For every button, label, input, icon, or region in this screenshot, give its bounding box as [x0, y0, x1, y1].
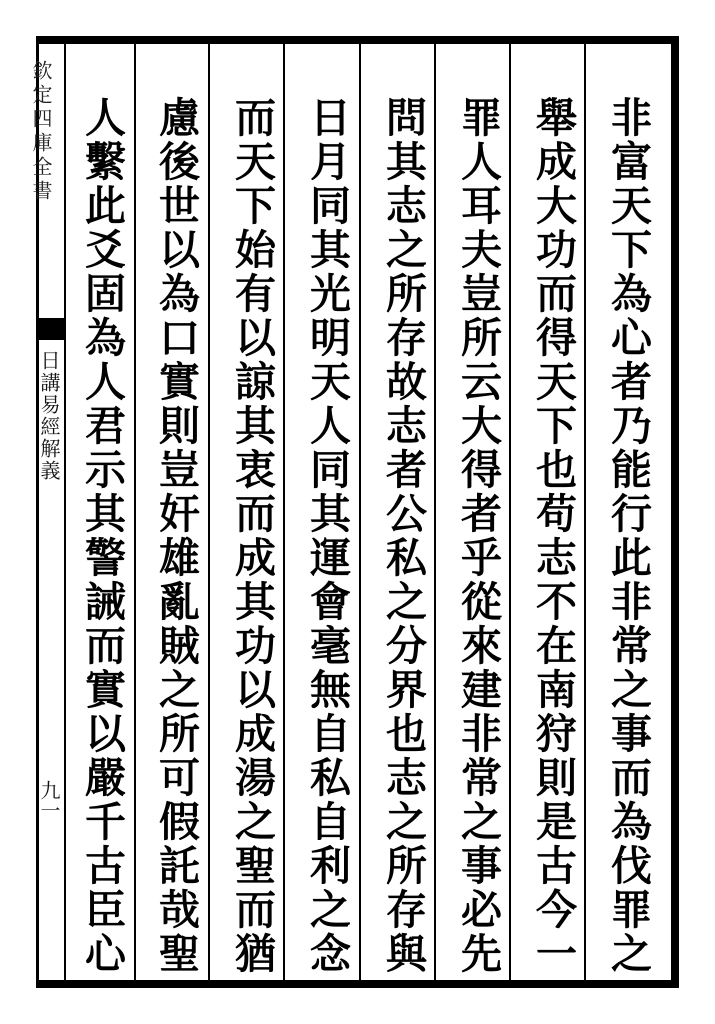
margin-page-number: 九一	[37, 780, 61, 820]
text-column-8: 人繫此爻固為人君示其警誡而實以嚴千古臣心	[78, 96, 126, 976]
text-column-5: 日月同其光明天人同其運會毫無自私自利之念	[303, 96, 351, 976]
margin-fish-tail-mark	[36, 318, 64, 340]
column-rule	[509, 44, 511, 980]
column-rule	[434, 44, 436, 980]
text-column-4: 問其志之所存故志者公私之分界也志之所存與	[379, 96, 427, 976]
margin-collection-title: 欽定四庫全書	[29, 60, 53, 204]
frame-right-border	[671, 36, 679, 988]
column-rule	[208, 44, 210, 980]
frame-bottom-border	[36, 980, 679, 988]
column-rule	[283, 44, 285, 980]
column-rule	[359, 44, 361, 980]
text-column-1: 非富天下為心者乃能行此非常之事而為伐罪之	[604, 96, 652, 976]
column-rule	[584, 44, 586, 980]
text-column-3: 罪人耳夫豈所云大得者乎從來建非常之事必先	[454, 96, 502, 976]
text-column-7: 慮後世以為口實則豈奸雄亂賊之所可假託哉聖	[152, 96, 200, 976]
frame-top-border	[36, 36, 679, 44]
margin-work-title: 日講易經解義	[37, 350, 61, 482]
column-rule	[64, 44, 66, 980]
column-rule	[134, 44, 136, 980]
text-column-6: 而天下始有以諒其衷而成其功以成湯之聖而猶	[228, 96, 276, 976]
text-column-2: 舉成大功而得天下也苟志不在南狩則是古今一	[529, 96, 577, 976]
